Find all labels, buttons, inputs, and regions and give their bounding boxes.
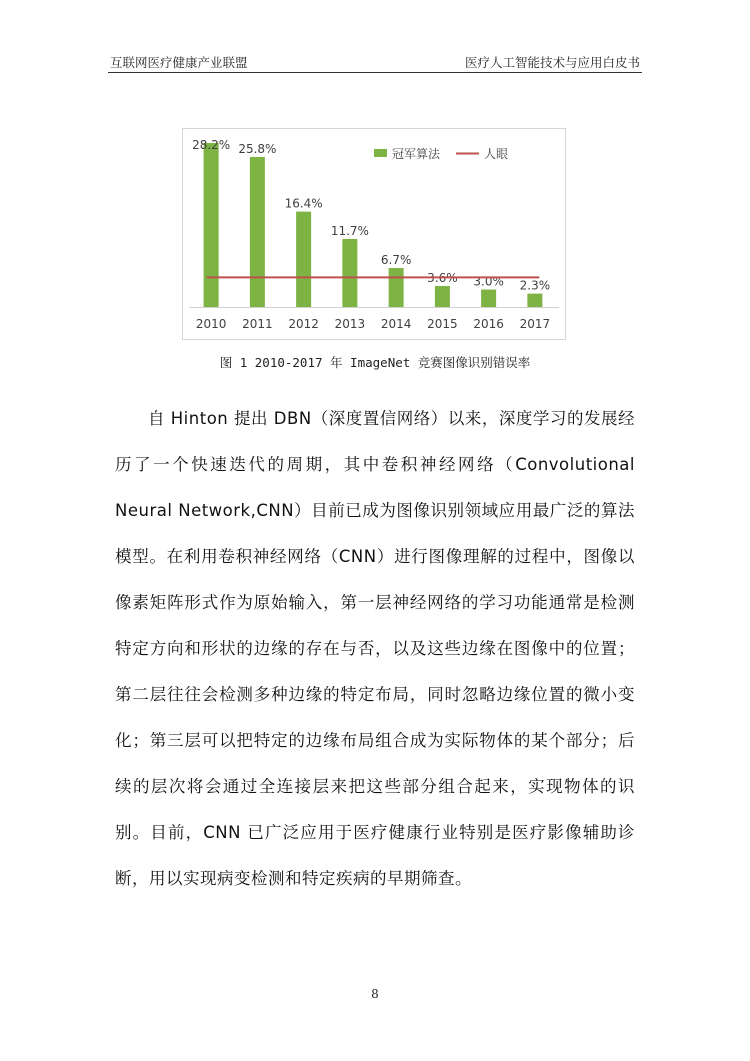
bar-2015 xyxy=(435,286,450,307)
legend-label-human-eye: 人眼 xyxy=(484,147,509,161)
bar-2011 xyxy=(250,157,265,307)
data-label-2016: 3.0% xyxy=(473,274,504,289)
data-label-2010: 28.2% xyxy=(192,138,231,152)
data-label-2014: 6.7% xyxy=(380,253,412,268)
figure-caption: 图 1 2010-2017 年 ImageNet 竞赛图像识别错误率 xyxy=(219,355,531,370)
bar-2016 xyxy=(481,290,496,307)
bar-2010 xyxy=(204,143,219,307)
tick-label-2014: 2014 xyxy=(380,317,412,331)
header-organization: 互联网医疗健康产业联盟 xyxy=(110,55,248,70)
tick-label-2016: 2016 xyxy=(473,317,504,331)
bar-2017 xyxy=(527,294,542,307)
tick-label-2017: 2017 xyxy=(519,317,551,331)
tick-label-2011: 2011 xyxy=(242,317,273,331)
error-rate-chart xyxy=(182,128,566,340)
tick-label-2015: 2015 xyxy=(427,317,458,331)
bar-2014 xyxy=(389,268,404,307)
tick-label-2013: 2013 xyxy=(334,317,366,331)
data-label-2017: 2.3% xyxy=(519,278,551,293)
bar-2013 xyxy=(342,239,357,307)
legend-swatch-champion xyxy=(374,149,387,157)
page-header xyxy=(108,48,642,73)
data-label-2011: 25.8% xyxy=(238,141,277,156)
body-paragraph: 自 Hinton 提出 DBN（深度置信网络）以来，深度学习的发展经历了一个快速迭代的周期，其中卷积神经网络（Convolutional Neural Network,CNN）目前已成为图像识别领域应用最广泛的算法模型。在利用卷积神经网络（CNN）进行图像理解的过程中，图像以像素矩阵形式作为原始输入，第一层神经网络的学习功能通常是检测特定方向和形状的边缘的存在与否，以及这些边缘在图像中的位置；第二层往往会检测多种边缘的特定布局，同时忽略边缘位置的微小变化；第三层可以把特定的边缘布局组合成为实际物体的某个部分；后续的层次将会通过全连接层来把这些部分组合起来，实现物体的识别。目前，CNN 已广泛应用于医疗健康行业特别是医疗影像辅助诊断，用以实现病变检测和特定疾病的早期筛查。 xyxy=(115,409,635,888)
data-label-2013: 11.7% xyxy=(330,223,369,238)
page-number: 8 xyxy=(371,987,379,1001)
bar-2012 xyxy=(296,212,311,307)
chart-svg xyxy=(183,129,565,339)
header-document-title: 医疗人工智能技术与应用白皮书 xyxy=(464,55,640,70)
legend-label-champion: 冠军算法 xyxy=(392,147,441,161)
tick-label-2010: 2010 xyxy=(195,317,227,331)
data-label-2012: 16.4% xyxy=(284,196,323,211)
tick-label-2012: 2012 xyxy=(288,317,319,331)
data-label-2015: 3.6% xyxy=(427,271,458,286)
